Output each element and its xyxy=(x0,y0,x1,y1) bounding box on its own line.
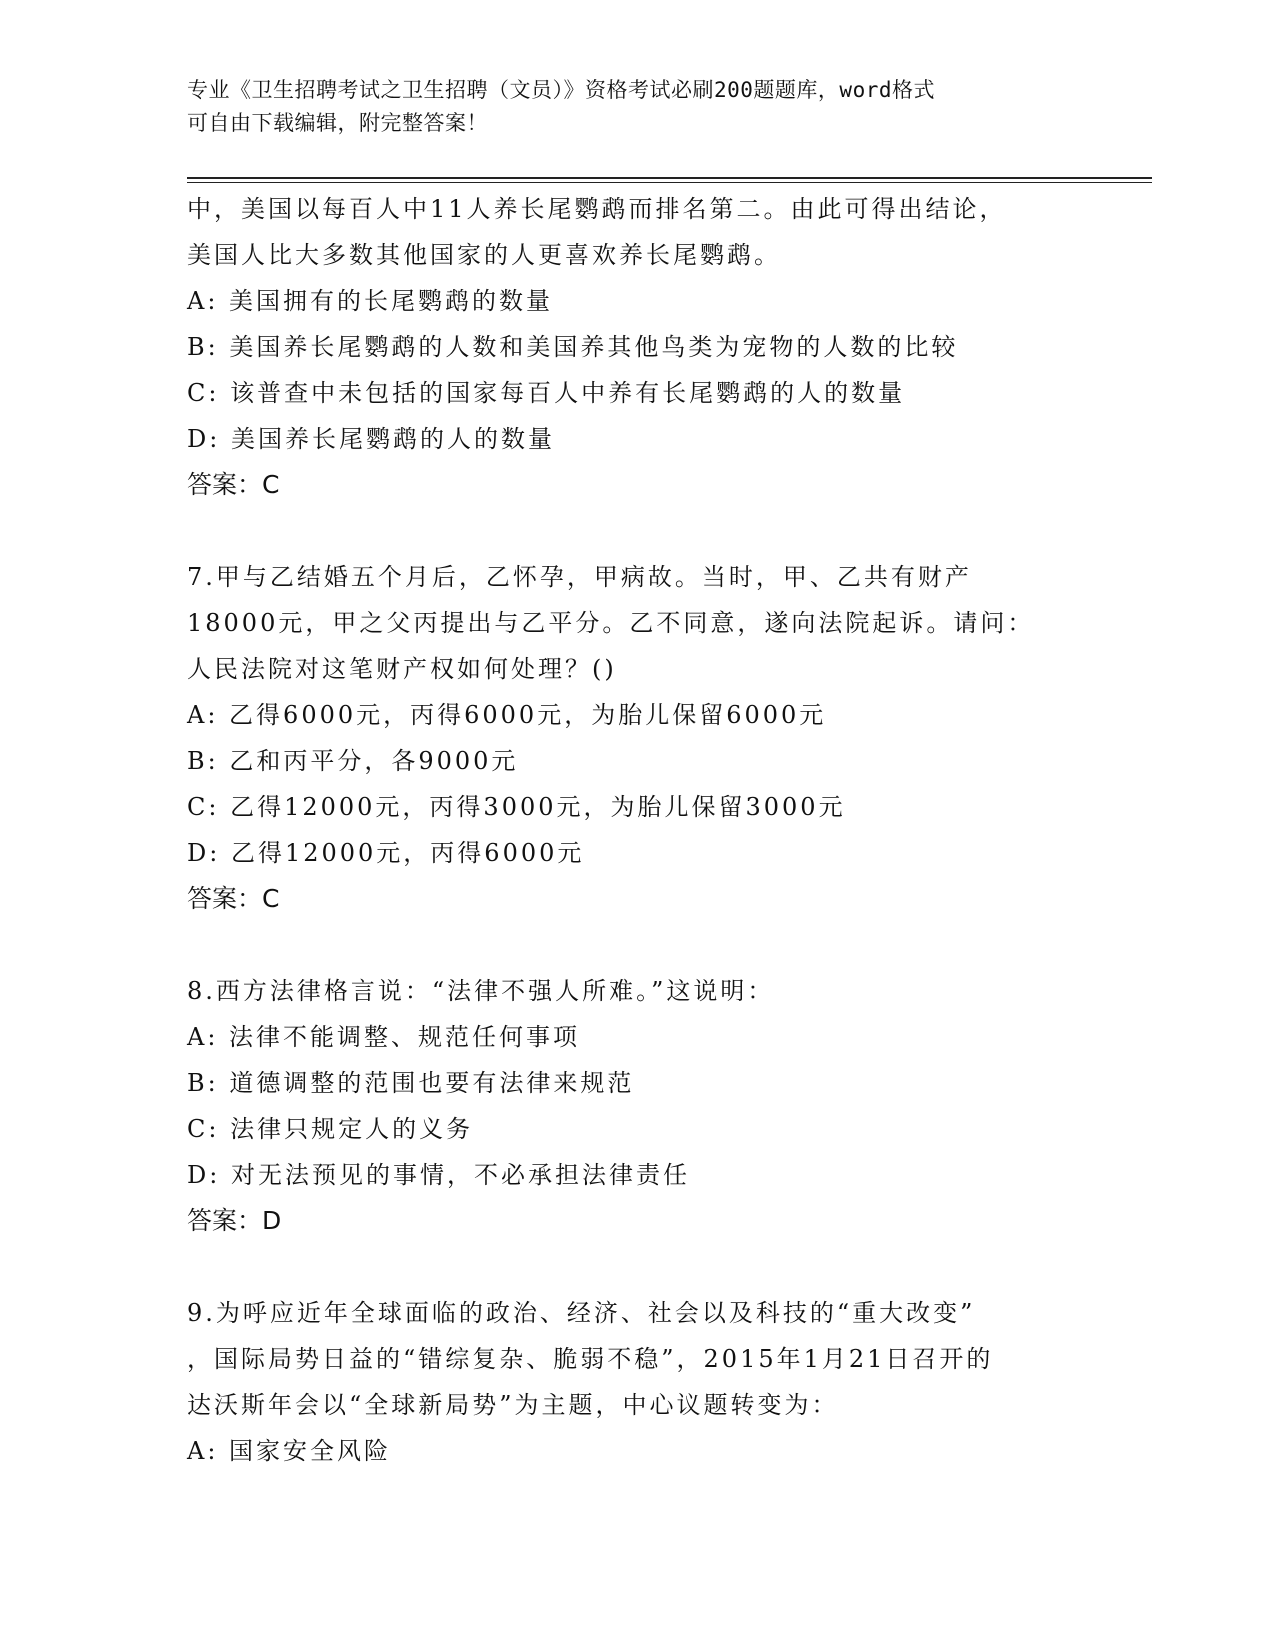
header-divider-thin xyxy=(187,182,1152,183)
option-a: A: 美国拥有的长尾鹦鹉的数量 xyxy=(187,287,554,315)
option-a: A: 法律不能调整、规范任何事项 xyxy=(187,1023,581,1051)
question-stem-line: 中，美国以每百人中11人养长尾鹦鹉而排名第二。由此可得出结论， xyxy=(187,195,1007,223)
question-8 xyxy=(187,968,1127,1244)
header-divider-thick xyxy=(187,177,1152,179)
question-stem-line: 9.为呼应近年全球面临的政治、经济、社会以及科技的“重大改变” xyxy=(187,1299,976,1327)
option-b: B: 美国养长尾鹦鹉的人数和美国养其他鸟类为宠物的人数的比较 xyxy=(187,333,959,361)
question-6 xyxy=(187,186,1127,508)
option-c: C: 法律只规定人的义务 xyxy=(187,1115,474,1143)
answer-label: 答案：C xyxy=(187,470,280,499)
question-spacer xyxy=(187,1244,1127,1290)
question-stem-line: 7.甲与乙结婚五个月后，乙怀孕，甲病故。当时，甲、乙共有财产 xyxy=(187,563,972,591)
question-spacer xyxy=(187,922,1127,968)
question-stem-line: 美国人比大多数其他国家的人更喜欢养长尾鹦鹉。 xyxy=(187,241,781,269)
question-7 xyxy=(187,554,1127,922)
question-stem-line: 18000元，甲之父丙提出与乙平分。乙不同意，遂向法院起诉。请问： xyxy=(187,609,1035,637)
question-stem-line: ，国际局势日益的“错综复杂、脆弱不稳”，2015年1月21日召开的 xyxy=(187,1345,994,1373)
option-c: C: 乙得12000元，丙得3000元，为胎儿保留3000元 xyxy=(187,793,846,821)
option-a: A: 国家安全风险 xyxy=(187,1437,392,1465)
question-stem-line: 人民法院对这笔财产权如何处理？() xyxy=(187,655,617,683)
option-b: B: 道德调整的范围也要有法律来规范 xyxy=(187,1069,635,1097)
option-d: D: 乙得12000元，丙得6000元 xyxy=(187,839,585,867)
question-list xyxy=(187,186,1127,1474)
option-a: A: 乙得6000元，丙得6000元，为胎儿保留6000元 xyxy=(187,701,827,729)
option-d: D: 美国养长尾鹦鹉的人的数量 xyxy=(187,425,555,453)
document-header xyxy=(187,74,1087,140)
option-d: D: 对无法预见的事情，不必承担法律责任 xyxy=(187,1161,690,1189)
question-spacer xyxy=(187,508,1127,554)
header-title-line-1: 专业《卫生招聘考试之卫生招聘（文员）》资格考试必刷200题题库，word格式 xyxy=(187,78,935,102)
header-title-line-2: 可自由下载编辑，附完整答案！ xyxy=(187,111,488,135)
answer-label: 答案：C xyxy=(187,884,280,913)
answer-label: 答案：D xyxy=(187,1206,282,1235)
question-9 xyxy=(187,1290,1127,1474)
option-c: C: 该普查中未包括的国家每百人中养有长尾鹦鹉的人的数量 xyxy=(187,379,906,407)
question-stem-line: 8.西方法律格言说：“法律不强人所难。”这说明： xyxy=(187,977,775,1005)
option-b: B: 乙和丙平分，各9000元 xyxy=(187,747,519,775)
question-stem-line: 达沃斯年会以“全球新局势”为主题，中心议题转变为： xyxy=(187,1391,839,1419)
